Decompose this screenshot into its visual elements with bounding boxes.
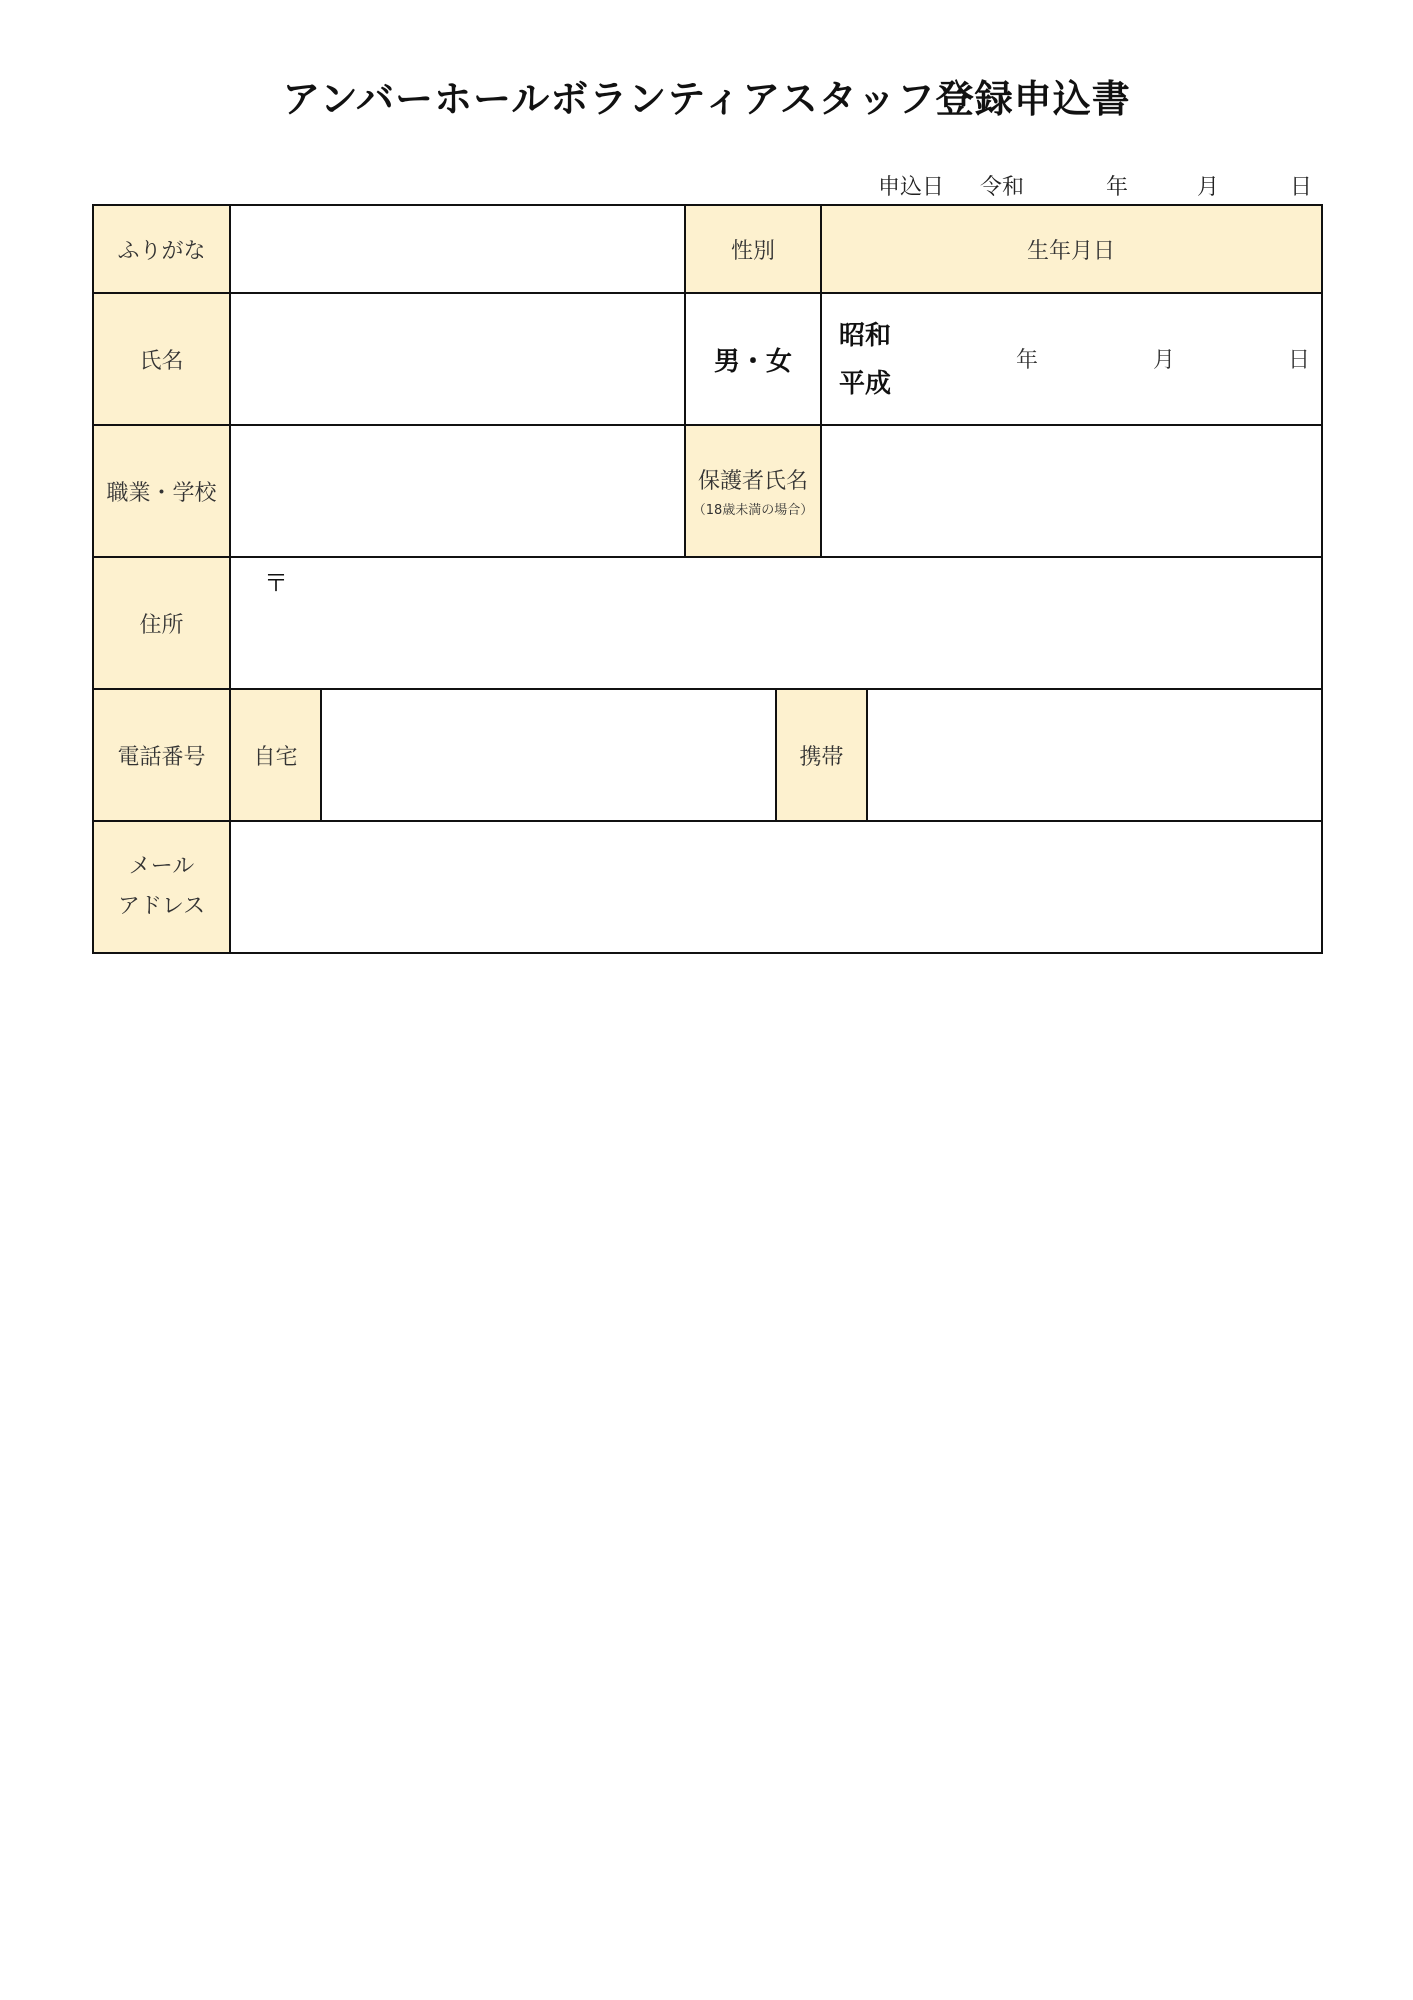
guardian-field[interactable] [821,425,1321,557]
grid-line [92,204,1323,206]
apply-date-month: 月 [1197,175,1220,200]
grid-line [92,688,1323,690]
email-label [93,821,230,953]
apply-date [0,170,1413,200]
address-label: 住所 [93,557,230,689]
mobile-phone-label: 携帯 [776,689,867,821]
home-phone-field[interactable] [321,689,776,821]
phone-label: 電話番号 [93,689,230,821]
document-title: アンバーホールボランティアスタッフ登録申込書 [282,77,1131,121]
email-label-line1: メール [128,854,195,879]
grid-line [684,204,686,558]
guardian-label [685,425,821,557]
grid-line [92,820,1323,822]
apply-date-era: 令和 [980,175,1025,200]
postal-mark: 〒 [264,569,288,597]
occupation-field[interactable] [230,425,685,557]
name-label: 氏名 [93,293,230,425]
gender-choice[interactable]: 男・女 [713,346,792,377]
birthdate-label: 生年月日 [821,205,1321,293]
address-field[interactable] [230,557,1321,689]
grid-line [1321,204,1323,954]
occupation-label: 職業・学校 [93,425,230,557]
birth-day: 日 [1288,348,1311,373]
apply-date-day: 日 [1290,175,1313,200]
birthdate-field[interactable] [821,293,1321,425]
name-field[interactable] [230,293,685,425]
grid-line [92,556,1323,558]
guardian-label-text: 保護者氏名 [697,469,808,494]
mobile-phone-field[interactable] [867,689,1321,821]
era-showa: 昭和 [839,321,892,351]
furigana-field[interactable] [230,205,685,293]
gender-label: 性別 [685,205,821,293]
email-label-line2: アドレス [117,894,206,919]
grid-line [92,424,1323,426]
birth-year: 年 [1016,348,1039,373]
grid-line [820,204,822,558]
apply-date-year: 年 [1106,175,1129,200]
email-field[interactable] [230,821,1321,953]
grid-line [229,204,231,954]
apply-date-label: 申込日 [878,175,945,200]
grid-line [320,688,322,822]
birth-month: 月 [1153,348,1176,373]
grid-line [775,688,777,822]
era-heisei: 平成 [839,369,892,399]
grid-line [866,688,868,822]
guardian-note: （18歳未満の場合） [692,503,814,518]
grid-line [92,292,1323,294]
grid-line [92,952,1323,954]
home-phone-label: 自宅 [230,689,321,821]
grid-line [92,204,94,954]
furigana-label: ふりがな [93,205,230,293]
